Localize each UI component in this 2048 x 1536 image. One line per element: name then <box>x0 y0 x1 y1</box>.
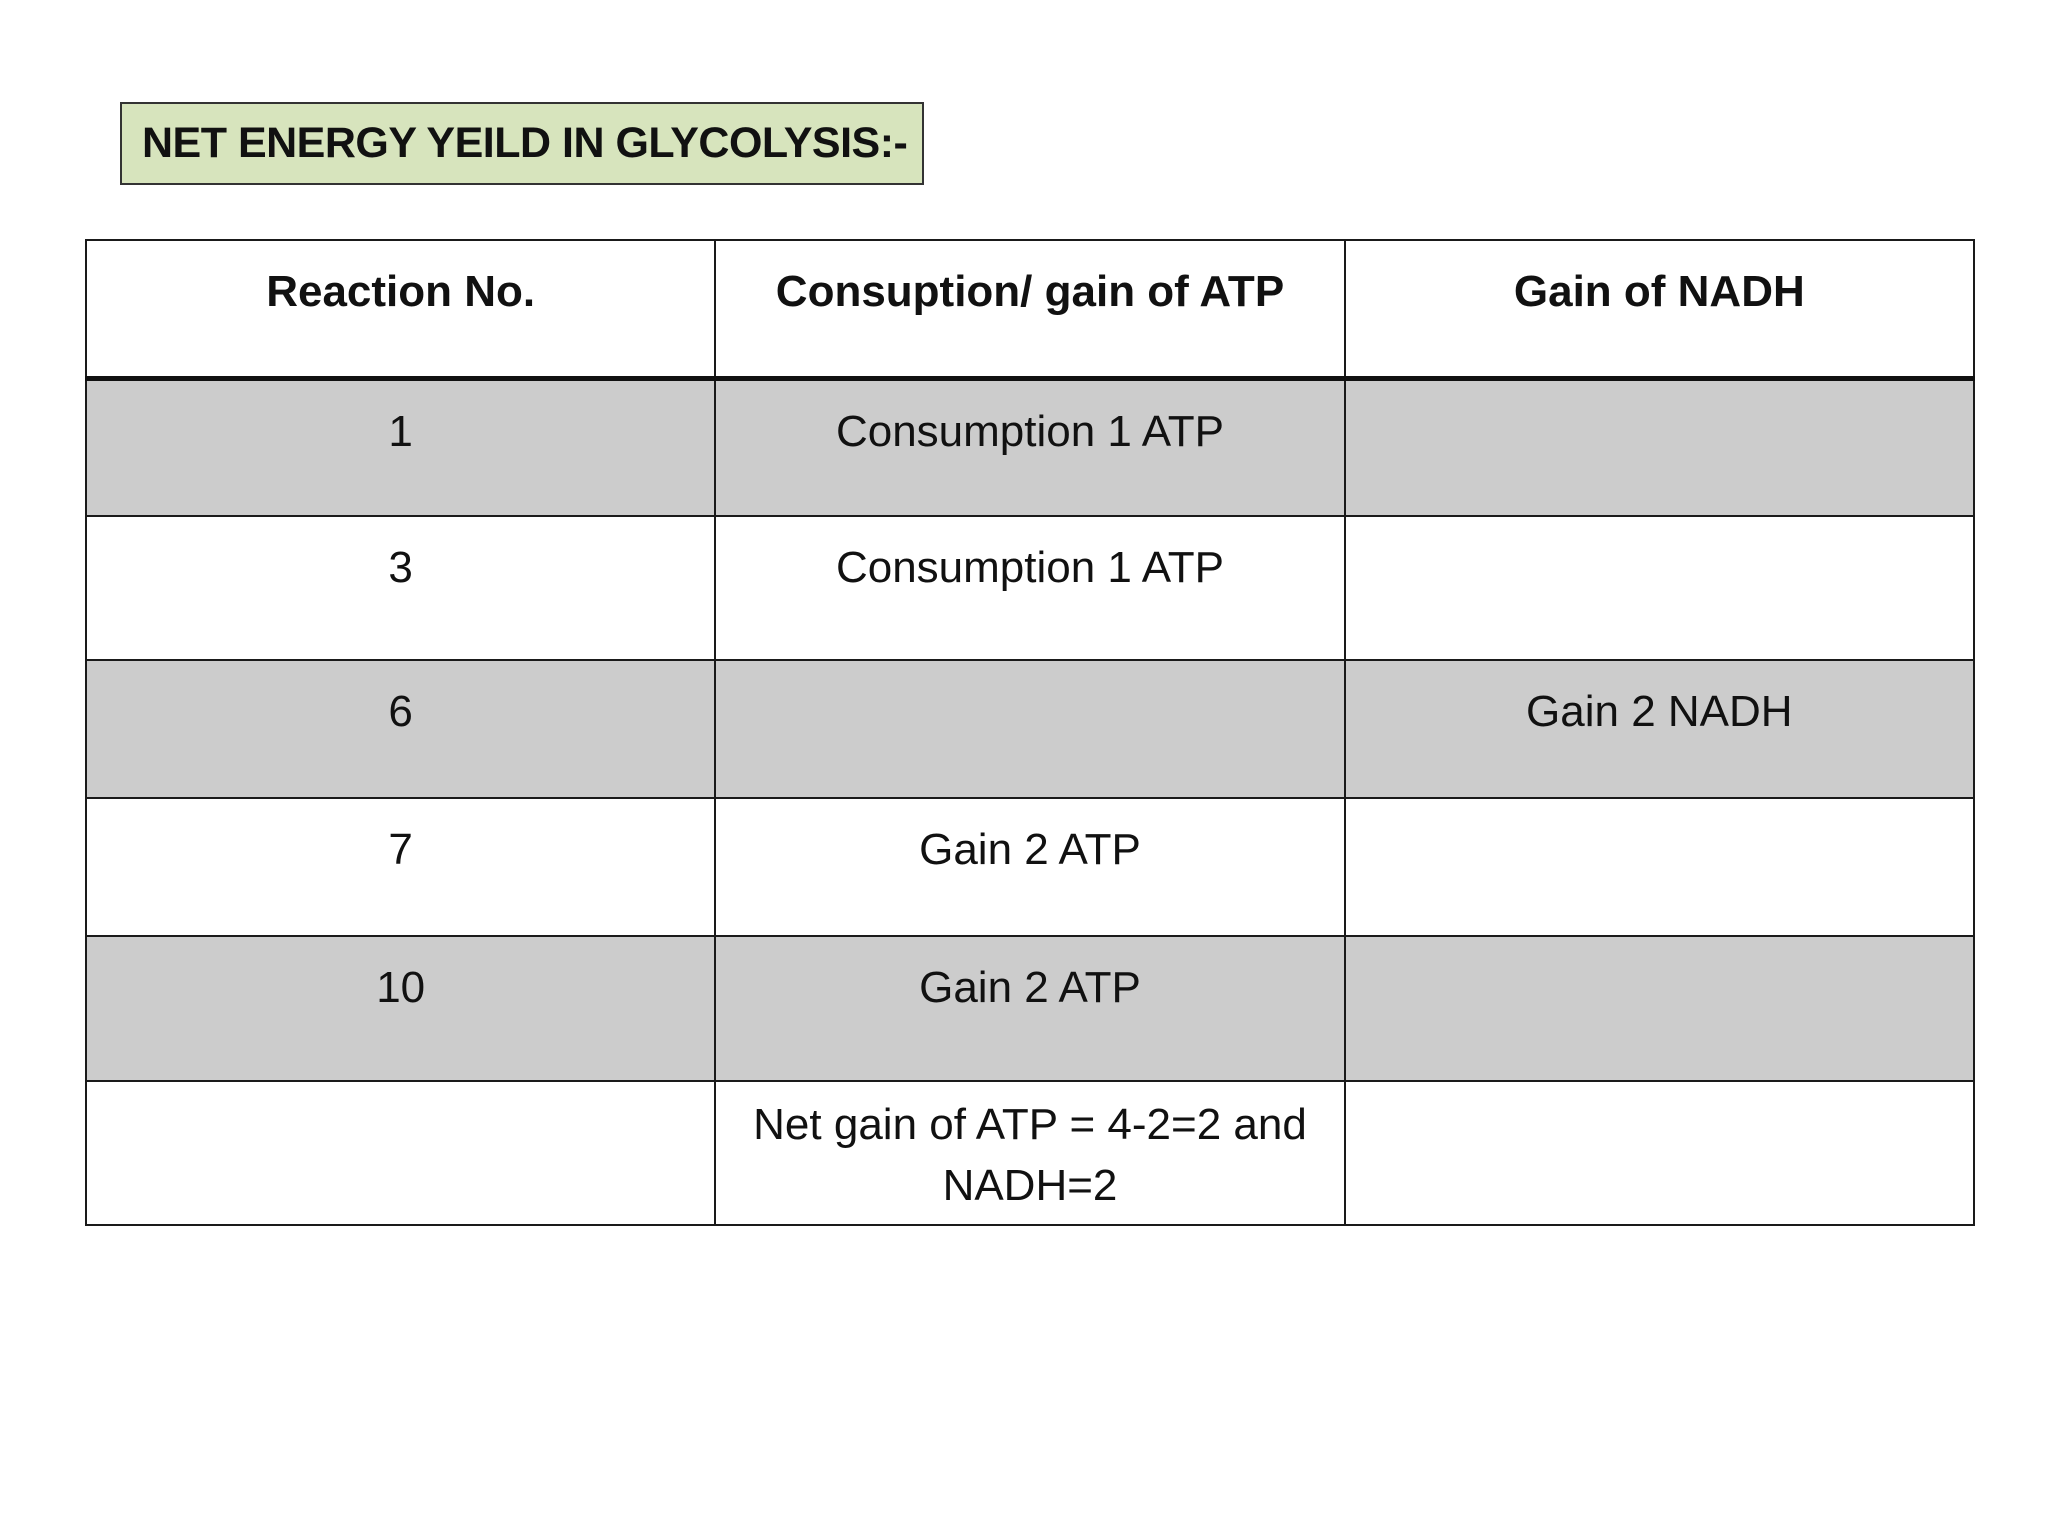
table-row <box>86 378 1974 516</box>
cell-nadh: Gain 2 NADH <box>1345 660 1974 798</box>
cell-atp: Consumption 1 ATP <box>715 378 1344 516</box>
table-header-row <box>86 240 1974 378</box>
cell-reaction-no: 3 <box>86 516 715 660</box>
cell-nadh <box>1345 516 1974 660</box>
cell-nadh <box>1345 1081 1974 1225</box>
cell-reaction-no <box>86 1081 715 1225</box>
slide-title-text: NET ENERGY YEILD IN GLYCOLYSIS:- <box>142 119 908 167</box>
header-atp: Consuption/ gain of ATP <box>715 240 1344 378</box>
table-row <box>86 936 1974 1081</box>
cell-reaction-no: 1 <box>86 378 715 516</box>
table-row <box>86 660 1974 798</box>
cell-reaction-no: 7 <box>86 798 715 936</box>
header-reaction-no: Reaction No. <box>86 240 715 378</box>
cell-atp: Consumption 1 ATP <box>715 516 1344 660</box>
slide-title <box>120 102 924 185</box>
energy-yield-table <box>85 239 1975 1226</box>
header-nadh: Gain of NADH <box>1345 240 1974 378</box>
cell-nadh <box>1345 378 1974 516</box>
table-row <box>86 516 1974 660</box>
cell-atp <box>715 660 1344 798</box>
cell-reaction-no: 6 <box>86 660 715 798</box>
cell-nadh <box>1345 936 1974 1081</box>
table-row <box>86 798 1974 936</box>
cell-reaction-no: 10 <box>86 936 715 1081</box>
cell-atp: Gain 2 ATP <box>715 798 1344 936</box>
cell-nadh <box>1345 798 1974 936</box>
cell-atp: Gain 2 ATP <box>715 936 1344 1081</box>
table-row-summary <box>86 1081 1974 1225</box>
cell-net-gain: Net gain of ATP = 4-2=2 and NADH=2 <box>715 1081 1344 1225</box>
